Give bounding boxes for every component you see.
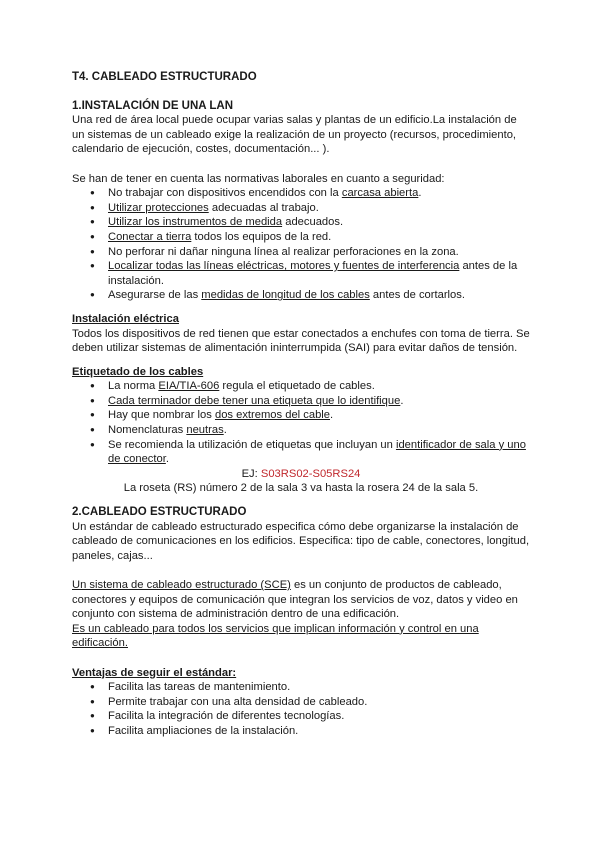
advantage-item: ● Permite trabajar con una alta densidad de cableado.: [108, 695, 530, 710]
example-description: La roseta (RS) número 2 de la sala 3 va hasta la rosera 24 de la sala 5.: [123, 482, 479, 495]
example-line: EJ: S03RS02-S05RS24: [241, 467, 361, 480]
safety-item: ● Asegurarse de las medidas de longitud de los cables antes de cortarlos.: [108, 288, 530, 303]
advantages-heading: Ventajas de seguir el estándar:: [72, 666, 237, 679]
labeling-item: ● Hay que nombrar los dos extremos del cable.: [108, 408, 530, 423]
safety-item: ● Conectar a tierra todos los equipos de la red.: [108, 230, 530, 245]
advantage-item: ● Facilita ampliaciones de la instalación.: [108, 724, 530, 739]
safety-item: ● Utilizar los instrumentos de medida adecuados.: [108, 215, 530, 230]
advantage-item: ● Facilita la integración de diferentes tecnologías.: [108, 709, 530, 724]
safety-intro: Se han de tener en cuenta las normativas laborales en cuanto a seguridad:: [72, 172, 445, 185]
sce-summary: Es un cableado para todos los servicios que implican información y control en una edificación.: [72, 622, 479, 650]
advantage-item: ● Facilita las tareas de mantenimiento.: [108, 680, 530, 695]
labeling-item: ● Nomenclaturas neutras.: [108, 423, 530, 438]
example-code: S03RS02-S05RS24: [260, 467, 361, 480]
section-1-intro: Una red de área local puede ocupar varias salas y plantas de un edificio.La instalación de un sistemas de un cableado exige la realización de un proyecto (recursos, procedimiento, calendario de ejecución, costes, documentación... ).: [72, 114, 517, 156]
labeling-item: ● Se recomienda la utilización de etiquetas que incluyan un identificador de sala y uno de conector.: [108, 438, 530, 467]
document-title: T4. CABLEADO ESTRUCTURADO: [72, 71, 257, 83]
sce-definition: Un sistema de cableado estructurado (SCE) es un conjunto de productos de cableado, conectores y equipos de comunicación que integran los servicios de voz, datos y video en conjunto con sistema de administración dentro de una edificación.: [72, 579, 518, 621]
section-2-heading: 2.CABLEADO ESTRUCTURADO: [72, 506, 247, 519]
safety-item: ● Utilizar protecciones adecuadas al trabajo.: [108, 201, 530, 216]
advantages-list: [72, 680, 530, 738]
labeling-item: ● Cada terminador debe tener una etiqueta que lo identifique.: [108, 394, 530, 409]
safety-item: ● No perforar ni dañar ninguna línea al realizar perforaciones en la zona.: [108, 245, 530, 260]
electrical-heading: Instalación eléctrica: [72, 312, 179, 325]
labeling-list: [72, 379, 530, 467]
safety-item: ● Localizar todas las líneas eléctricas, motores y fuentes de interferencia antes de la instalación.: [108, 259, 530, 288]
document-page: [72, 70, 530, 739]
section-2-intro: Un estándar de cableado estructurado especifica cómo debe organizarse la instalación de cableado de comunicaciones en los edificios. Especifica: tipo de cable, conectores, longitud, paneles, cajas...: [72, 520, 530, 562]
safety-item: ● No trabajar con dispositivos encendidos con la carcasa abierta.: [108, 186, 530, 201]
labeling-item: ● La norma EIA/TIA-606 regula el etiquetado de cables.: [108, 379, 530, 394]
electrical-text: Todos los dispositivos de red tienen que estar conectados a enchufes con toma de tierra. Se deben utilizar sistemas de alimentación ininterrumpida (SAI) para evitar daños de tensión.: [72, 327, 530, 355]
section-1-heading: 1.INSTALACIÓN DE UNA LAN: [72, 99, 233, 112]
labeling-heading: Etiquetado de los cables: [72, 365, 204, 378]
safety-list: [72, 186, 530, 303]
